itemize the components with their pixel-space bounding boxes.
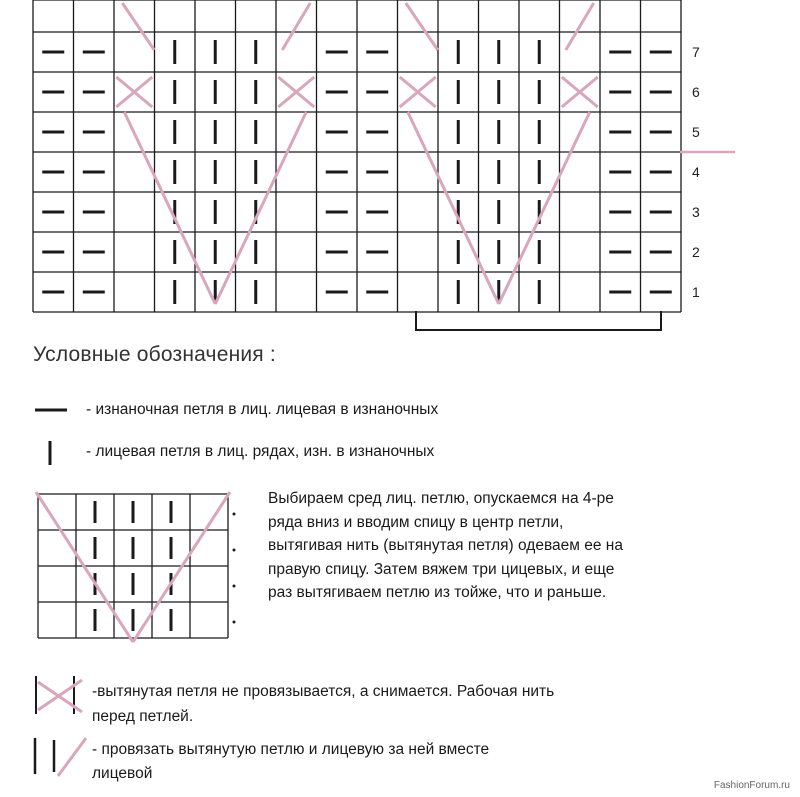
- v-pulled-loop-icon: [30, 486, 255, 651]
- row-number: 1: [692, 284, 700, 300]
- pulled-loop-lines: [122, 3, 594, 304]
- row-number: 3: [692, 204, 700, 220]
- pulled-loop-line: [215, 112, 306, 304]
- knit-together-line: [282, 3, 310, 50]
- row-number: 2: [692, 244, 700, 260]
- repeat-bracket: [416, 311, 661, 330]
- mini-dot: [233, 585, 236, 588]
- dash-icon: [33, 400, 73, 420]
- knit-together-line: [406, 3, 438, 50]
- knitting-chart: [0, 0, 800, 340]
- legend-pulled-loop-line: раз вытягиваем петлю из тойже, что и раньше.: [268, 584, 607, 601]
- mini-dot: [233, 621, 236, 624]
- vertical-bar-icon: [42, 438, 62, 468]
- pulled-loop-line: [124, 112, 215, 304]
- chart-grid: [33, 0, 681, 312]
- legend-purl-text: - изнаночная петля в лиц. лицевая в изнаночных: [86, 401, 439, 418]
- knit-together-line: [566, 3, 594, 50]
- legend-slipped-line: -вытянутая петля не провязывается, а снимается. Рабочая нить: [92, 683, 555, 700]
- legend-pulled-loop-line: ряда вниз и вводим спицу в центр петли,: [268, 513, 564, 531]
- mini-pulled-loop-line: [36, 492, 133, 642]
- pulled-loop-line: [499, 112, 590, 304]
- watermark: FashionForum.ru: [713, 780, 790, 791]
- mini-dot: [233, 513, 236, 516]
- knit-together-line: [122, 3, 154, 50]
- legend-knit-together-line: лицевой: [92, 765, 153, 782]
- mini-pulled-loop-line: [133, 492, 230, 642]
- legend-knit-together-line: - провязать вытянутую петлю и лицевую за ней вместе: [92, 741, 490, 758]
- cross-icon: [30, 674, 90, 716]
- row-number: 4: [692, 164, 700, 180]
- legend-title: Условные обозначения :: [33, 343, 276, 366]
- row-number: 7: [692, 44, 700, 60]
- knit-together-icon: [30, 734, 90, 780]
- pulled-loop-line: [408, 112, 499, 304]
- legend-pulled-loop-line: правую спицу. Затем вяжем три цицевых, и еще: [268, 560, 615, 578]
- row-number: 5: [692, 124, 700, 140]
- legend-pulled-loop-line: Выбираем сред лиц. петлю, опускаемся на 4-ре: [268, 490, 614, 507]
- row-number: 6: [692, 84, 700, 100]
- legend-knit-text: - лицевая петля в лиц. рядах, изн. в изнаночных: [86, 443, 435, 460]
- mini-dot: [233, 549, 236, 552]
- legend-pulled-loop-text: [268, 487, 778, 605]
- legend-pulled-loop-line: вытягивая нить (вытянутая петля) одеваем ее на: [268, 537, 623, 554]
- legend-slipped-line: перед петлей.: [92, 708, 194, 725]
- row-numbers: [692, 44, 700, 300]
